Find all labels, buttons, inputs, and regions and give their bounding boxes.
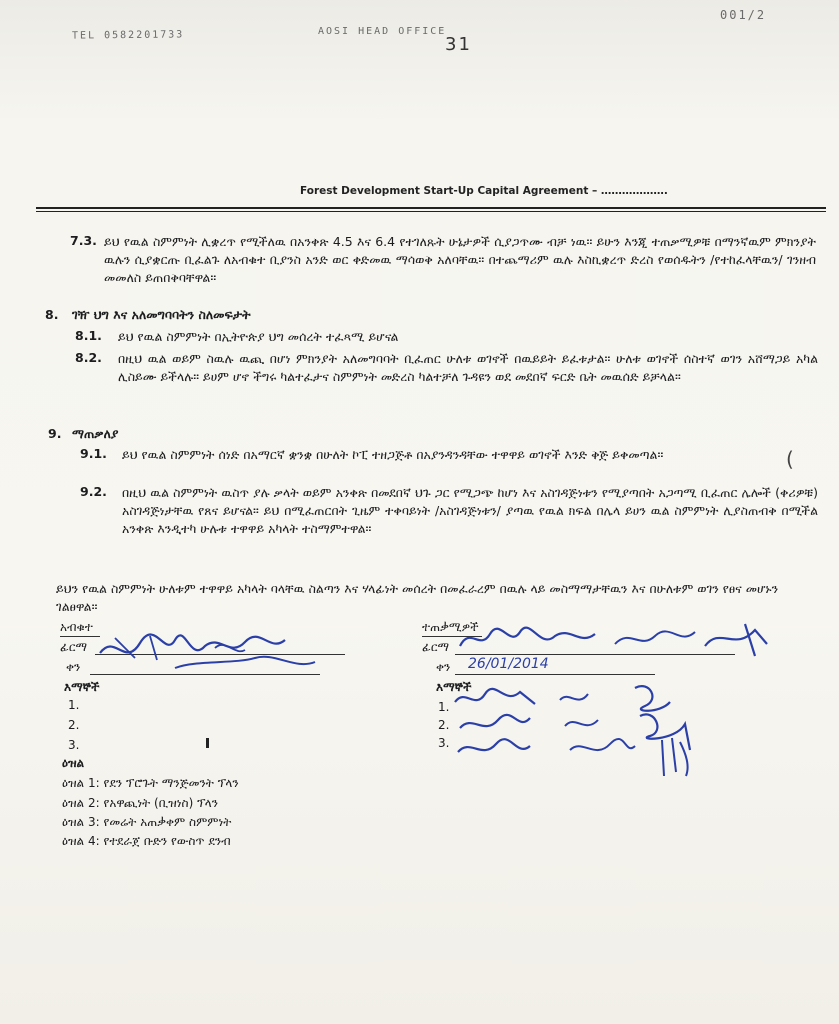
left-date-label: ቀን <box>66 660 81 674</box>
clause-9-1-number: 9.1. <box>80 446 107 461</box>
annex-label: ዕዝል <box>62 756 85 770</box>
margin-mark: ( <box>786 447 794 471</box>
right-date-line <box>455 674 655 675</box>
annex-item-2: ዕዝል 2: የአዋጪነት (ቢዝነስ) ፕላን <box>62 796 218 810</box>
section-8-number: 8. <box>45 307 59 322</box>
section-9-title: ማጠቃለያ <box>72 426 119 441</box>
witness-signatures <box>450 680 700 780</box>
section-8-title: ገዥ ህግ እና አለመግባባትን ስለመፍታት <box>72 307 251 322</box>
left-signature <box>95 628 335 688</box>
clause-8-2-text: በዚህ ዉል ወይም ስዉሉ ዉጪ በሆነ ምክንያት አለመግባባት ቢፈጠር ሁለቱ ወገኖች በዉይይት ይፈቱታል። ሁለቱ ወገኖች ሰስተኛ ወገን አሸማጋይ አካል ሊስይሙ ይችላሉ። ይሀም ሆኖ ችግሩ ካልተፈታና ስምምነት መድረስ ካልተቻለ ጉዳዩን ወደ መደበኛ ፍርድ ቤት መዉሰድ ይቻላል። <box>118 351 818 384</box>
stray-mark <box>206 738 209 748</box>
left-witness-3: 3. <box>68 738 80 752</box>
fax-office: AOSI HEAD OFFICE <box>318 26 447 37</box>
right-witness-1: 1. <box>438 700 450 714</box>
clause-7-3-number: 7.3. <box>70 233 97 248</box>
left-party-underline <box>60 636 100 637</box>
right-date-value: 26/01/2014 <box>468 656 549 672</box>
right-witness-3: 3. <box>438 736 450 750</box>
right-party-label: ተጠቃሚዎች <box>422 620 479 634</box>
right-date-label: ቀን <box>436 660 451 674</box>
annex-item-1: ዕዝል 1: የደን ፕሮጉት ማንጅመንት ፕላን <box>62 776 239 790</box>
fax-number: 001/2 <box>720 8 767 22</box>
header-rule-thin <box>36 211 826 212</box>
running-header: Forest Development Start-Up Capital Agreement – ………………. <box>300 185 668 197</box>
section-9-number: 9. <box>48 426 62 441</box>
annex-item-3: ዕዝል 3: የመሬት አጠቃቀም ስምምነት <box>62 815 232 829</box>
page-mark: 31 <box>445 34 472 55</box>
clause-9-2-text: በዚህ ዉል ስምምነት ዉስጥ ያሉ ቃላት ወይም አንቀጽ በመደበኛ ህጉ ጋር የሚጋጭ ከሆነ እና አስገዳጅነቱን የሚያጣበት አጋጣሚ ቢፈጠር ሌሎች (ቀሪዎቹ) አስገዳጅነታቸዉ የጸና ይሆናል። ይህ በሚፈጠርበት ጊዜም ተቀባይነት /አስገዳጅነቱን/ ያጣዉ የዉል ክፍል በሌላ ይሀን ዉል ስምምነት ሊያስጠብቅ በሚችል አንቀጽ እንዲተካ ሁሉቱ ተዋዋይ አካላት ተስማምተዋል። <box>122 485 818 536</box>
left-party-label: አብቁተ <box>60 620 93 634</box>
clause-8-1-number: 8.1. <box>75 328 102 343</box>
clause-8-1-text: ይህ የዉል ስምምነት በኢትዮጵያ ህግ መሰረት ተፈጻሚ ይሆናል <box>118 329 399 344</box>
right-signature <box>455 616 775 666</box>
annex-item-4: ዕዝል 4: የተደራጀ ቡድን የውስጥ ደንብ <box>62 834 231 848</box>
left-sign-label: ፊርማ <box>60 640 88 654</box>
clause-9-2-number: 9.2. <box>80 484 107 499</box>
clause-7-3-text: ይህ የዉል ስምምነት ሊቋረጥ የሚችለዉ በአንቀጽ 4.5 እና 6.4 የተገለጹት ሁኔታዎች ሲያጋጥሙ ብቻ ነዉ። ይሁን እንጂ ተጠቃሚዎቹ በማንኛዉም ምክንያት ዉሉን ሲያቋርጡ ቢፈልጉ ለአብቁተ ቢያንስ አንድ ወር ቀድመዉ ማሳወቅ አለባቸዉ። በተጨማሪም ዉሉ እስኪቋረጥ ድረስ የወሰዱትን /የተከፈላቸዉን/ ገንዘብ መመለስ ይጠበቅባቸዋል። <box>104 234 816 285</box>
left-witness-1: 1. <box>68 698 80 712</box>
clause-8-2-number: 8.2. <box>75 350 102 365</box>
clause-9-1-text: ይህ የዉል ስምምነት ሰነድ በአማርኛ ቋንቋ በሁለት ኮፒ ተዘጋጅቶ በአያንዳንዳቸው ተዋዋይ ወገኖች እንድ ቅጅ ይቀመጣል። <box>122 447 664 462</box>
right-witness-label: እማኞች <box>436 680 472 694</box>
fax-phone: TEL 0582201733 <box>71 29 185 42</box>
header-rule <box>36 207 826 209</box>
right-sign-label: ፊርማ <box>422 640 450 654</box>
closing-paragraph: ይህን የዉል ስምምነት ሁለቱም ተዋዋይ አካላት ባላቸዉ ስልጣን እና ሃላፊነት መሰረት በመፈራረም በዉሉ ላይ መስማማታቸዉን እና በሁለቱም ወገን የፀና መሆኑን ገልፀዋል። <box>56 581 779 614</box>
right-witness-2: 2. <box>438 718 450 732</box>
left-witness-label: እማኞች <box>64 680 100 694</box>
left-witness-2: 2. <box>68 718 80 732</box>
